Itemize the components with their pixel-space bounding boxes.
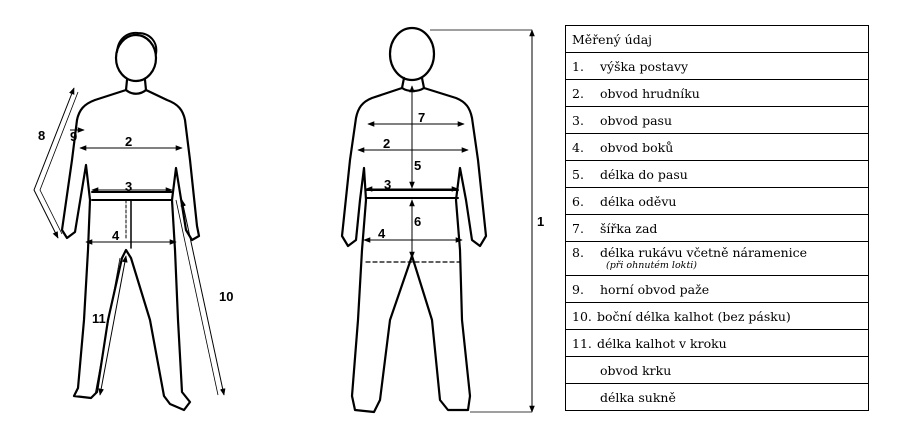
label-front-8: 8 [38, 128, 46, 143]
row-text: obvod hrudníku [600, 85, 700, 101]
table-row [566, 215, 869, 242]
row-text: obvod krku [600, 362, 672, 378]
row-number: 5. [572, 166, 584, 182]
table-row [566, 384, 869, 411]
front-figure [62, 33, 199, 410]
table-row [566, 303, 869, 330]
row-text: délka kalhot v kroku [597, 335, 727, 351]
row-text: horní obvod paže [600, 281, 710, 297]
table-row [566, 53, 869, 80]
row-text: délka rukávu včetně náramenice [600, 245, 808, 260]
table-header-row [566, 26, 869, 53]
row-text: šířka zad [600, 220, 658, 236]
row-number: 9. [572, 281, 584, 297]
table-row [566, 107, 869, 134]
row-number: 3. [572, 112, 584, 128]
label-back-1: 1 [537, 214, 545, 229]
row-number: 1. [572, 58, 584, 74]
row-number: 4. [572, 139, 584, 155]
row-text: délka oděvu [600, 193, 677, 209]
label-front-9: 9 [70, 129, 78, 144]
row-text: boční délka kalhot (bez pásku) [597, 308, 791, 324]
table-row [566, 330, 869, 357]
row-number: 10. [572, 308, 592, 324]
back-measure-lines [358, 30, 532, 412]
label-back-5: 5 [414, 158, 422, 173]
row-text: délka do pasu [600, 166, 688, 182]
row-text: obvod pasu [600, 112, 673, 128]
table-row [566, 80, 869, 107]
row-text: výška postavy [600, 58, 689, 74]
label-back-7: 7 [418, 110, 426, 125]
label-front-4: 4 [112, 228, 120, 243]
row-text: délka sukně [600, 389, 676, 405]
table-header: Měřený údaj [566, 26, 869, 53]
row-note: (při ohnutém lokti) [606, 260, 698, 271]
row-number: 6. [572, 193, 584, 209]
label-front-11: 11 [92, 311, 106, 326]
table-row [566, 242, 869, 276]
table-row [566, 134, 869, 161]
label-back-3: 3 [384, 177, 392, 192]
row-number: 2. [572, 85, 584, 101]
row-number: 8. [572, 245, 584, 260]
measurement-table [565, 25, 869, 411]
row-number: 11. [572, 335, 592, 351]
row-number: 7. [572, 220, 584, 236]
table-row [566, 357, 869, 384]
table-row [566, 161, 869, 188]
label-front-2: 2 [125, 134, 133, 149]
label-back-4: 4 [378, 226, 386, 241]
table-row [566, 188, 869, 215]
table-row [566, 276, 869, 303]
label-front-10: 10 [219, 289, 234, 304]
label-back-6: 6 [414, 214, 422, 229]
label-front-3: 3 [125, 179, 133, 194]
row-text: obvod boků [600, 139, 674, 155]
label-back-2: 2 [383, 136, 391, 151]
